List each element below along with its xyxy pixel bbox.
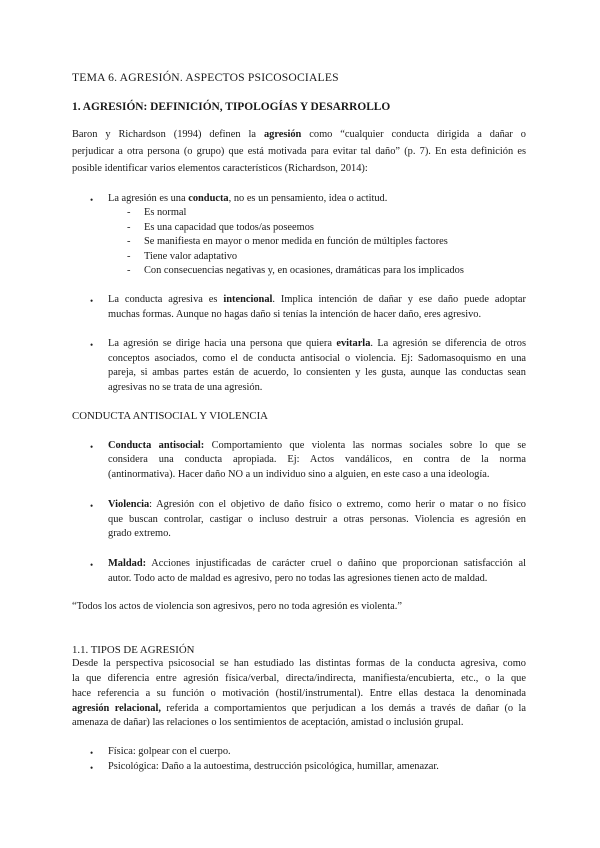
tipos-line-2: la que diferencia entre agresión física/verbal, directa/indirecta, manifiesta/encubierta, etc., o la que [72,673,526,684]
violencia-line-2: que buscan controlar, castigar o incluso destruir a otras personas. Violencia es agresión en [108,514,526,525]
bullet-icon: • [90,763,94,773]
bullet-icon: • [90,442,94,452]
subitem-consecuencias: Con consecuencias negativas y, en ocasiones, dramáticas para los implicados [144,265,464,276]
dash-icon: - [127,207,131,218]
section-heading-tipos-agresion: 1.1. TIPOS DE AGRESIÓN [72,644,195,656]
tipos-line-5: amenaza de dañar) las relaciones o los sentimientos de aceptación, amistad o inclusión grupal. [72,717,464,728]
conducta-antisocial-line-1: Conducta antisocial: Comportamiento que violenta las normas sociales sobre lo que se [108,440,526,451]
dash-icon: - [127,236,131,247]
quote: “Todos los actos de violencia son agresivos, pero no toda agresión es violenta.” [72,601,402,612]
tipo-fisica: Física: golpear con el cuerpo. [108,746,231,757]
maldad-line-2: autor. Todo acto de maldad es agresivo, pero no todas las agresiones tienen acto de maldad. [108,573,488,584]
document-title: TEMA 6. AGRESIÓN. ASPECTOS PSICOSOCIALES [72,71,339,84]
bullet-icon: • [90,296,94,306]
bullet-evitarla-line-3: pareja, si ambas partes están de acuerdo, lo consienten y les gusta, aunque las conductas sean [108,367,526,378]
tipos-line-4: agresión relacional, referida a comportamientos que perjudican a los demás a través de dañar (o la [72,703,527,714]
subitem-normal: Es normal [144,207,187,218]
subitem-manifiesta: Se manifiesta en mayor o menor medida en función de múltiples factores [144,236,448,247]
section-heading-conducta-antisocial: CONDUCTA ANTISOCIAL Y VIOLENCIA [72,410,268,422]
subitem-adaptativo: Tiene valor adaptativo [144,251,238,262]
intro-line-2: perjudicar a otra persona (o grupo) que está motivada para evitar tal daño” (p. 7). En esta definición es [72,146,526,157]
bullet-icon: • [90,560,94,570]
bullet-conducta: La agresión es una conducta, no es un pensamiento, idea o actitud. [108,193,388,204]
bullet-evitarla-line-2: conceptos asociados, como el de conducta antisocial o violencia. Ej: Sadomasoquismo en una [108,353,526,364]
bullet-icon: • [90,340,94,350]
bullet-evitarla-line-4: agresivas no se trata de una agresión. [108,382,263,393]
tipo-psicologica: Psicológica: Daño a la autoestima, destrucción psicológica, humillar, amenazar. [108,761,439,772]
violencia-line-1: Violencia: Agresión con el objetivo de daño físico o extremo, como herir o matar o no físico [108,499,526,510]
bullet-icon: • [90,748,94,758]
dash-icon: - [127,251,131,262]
conducta-antisocial-line-2: considera una conducta apropiada. Ej: Actos vandálicos, en contra de la norma [108,454,526,465]
violencia-line-3: grado extremo. [108,528,171,539]
bullet-icon: • [90,501,94,511]
section-heading-agresion: 1. AGRESIÓN: DEFINICIÓN, TIPOLOGÍAS Y DESARROLLO [72,101,391,113]
intro-line-1: Baron y Richardson (1994) definen la agresión como “cualquier conducta dirigida a dañar o [72,129,527,140]
intro-line-3: posible identificar varios elementos característicos (Richardson, 2014): [72,163,368,174]
tipos-line-1: Desde la perspectiva psicosocial se han estudiado las distintas formas de la conducta agresiva, como [72,658,526,669]
dash-icon: - [127,222,131,233]
conducta-antisocial-line-3: (antinormativa). Hacer daño NO a un individuo sino a alguien, en este caso a una ideología. [108,469,490,480]
subitem-capacidad: Es una capacidad que todos/as poseemos [144,222,314,233]
maldad-line-1: Maldad: Acciones injustificadas de carácter cruel o dañino que proporcionan satisfacción al [108,558,526,569]
bullet-intencional-line-2: muchas formas. Aunque no hagas daño si tenías la intención de hacer daño, eres agresivo. [108,309,482,320]
bullet-intencional-line-1: La conducta agresiva es intencional. Implica intención de dañar y ese daño puede adoptar [108,294,526,305]
bullet-icon: • [90,195,94,205]
dash-icon: - [127,265,131,276]
bullet-evitarla-line-1: La agresión se dirige hacia una persona que quiera evitarla. La agresión se diferencia de otros [108,338,526,349]
tipos-line-3: hace referencia a su función o motivación (hostil/instrumental). Entre ellas destaca la denominada [72,688,526,699]
